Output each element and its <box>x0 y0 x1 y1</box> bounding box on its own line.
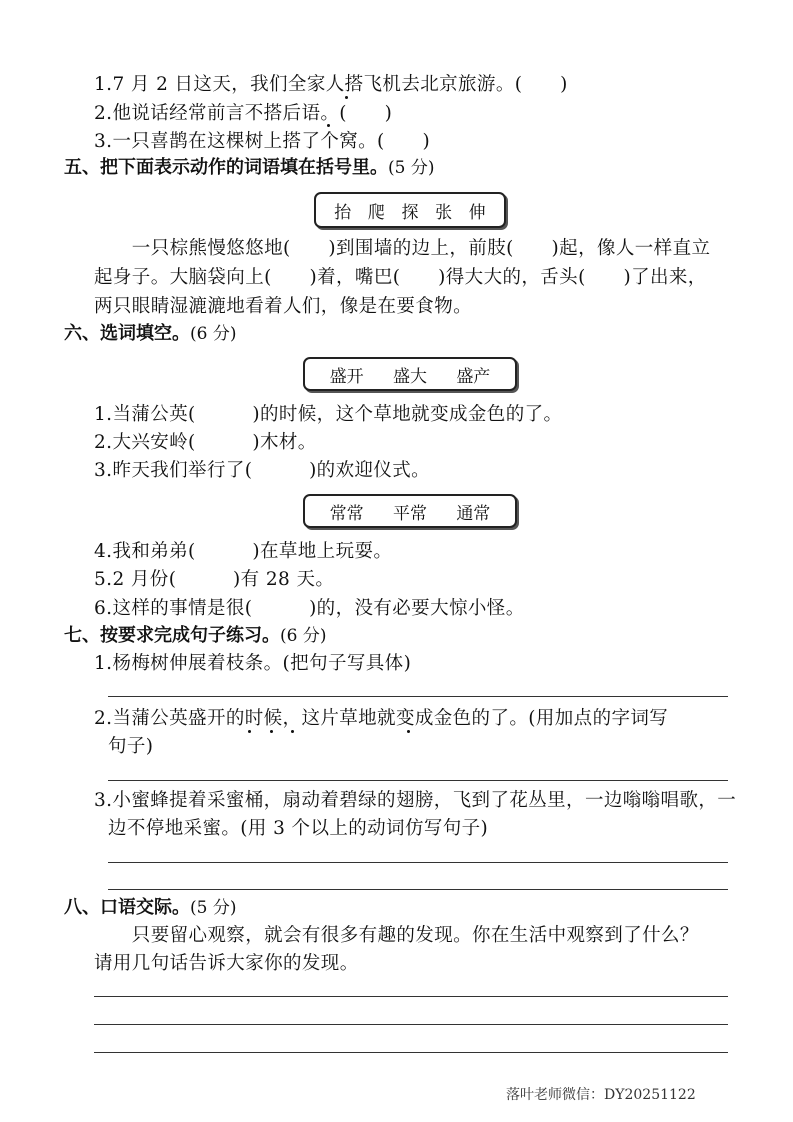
section-score: (5 分) <box>388 158 435 178</box>
prompt-line: 只要留心观察，就会有很多有趣的发现。你在生活中观察到了什么？ <box>94 925 699 946</box>
emphasis-dot <box>291 730 294 733</box>
answer-line[interactable] <box>108 780 728 781</box>
emphasis-dot <box>327 124 330 127</box>
section-score: (5 分) <box>190 898 237 918</box>
answer-line[interactable] <box>108 696 728 697</box>
question-item: 4.我和弟弟( )在草地上玩耍。 <box>94 541 393 562</box>
word-bank-item: 探 <box>401 202 419 223</box>
passage-line: 起身子。大脑袋向上( )着，嘴巴( )得大大的，舌头( )了出来， <box>94 267 707 288</box>
question-item: 2.大兴安岭( )木材。 <box>94 432 317 453</box>
word-bank-item: 常常 <box>329 503 364 524</box>
exercise-question: 句子) <box>108 736 154 757</box>
question-item: 6.这样的事情是很( )的，没有必要大惊小怪。 <box>94 598 525 619</box>
question-item: 1.当蒲公英( )的时候，这个草地就变成金色的了。 <box>94 404 563 425</box>
section-title: 六、选词填空。 <box>64 323 190 344</box>
section-score: (6 分) <box>280 626 327 646</box>
answer-line[interactable] <box>108 862 728 863</box>
footer-watermark: 落叶老师微信：DY20251122 <box>506 1087 696 1103</box>
passage-line: 两只眼睛湿漉漉地看着人们，像是在要食物。 <box>94 296 473 317</box>
word-bank-item: 张 <box>435 202 453 223</box>
exercise-question: 2.当蒲公英盛开的时候，这片草地就变成金色的了。(用加点的字词写 <box>94 708 669 729</box>
section-heading <box>64 321 236 347</box>
word-bank-item: 盛大 <box>392 366 427 387</box>
word-bank-item: 爬 <box>367 202 385 223</box>
word-bank-item: 通常 <box>456 503 491 524</box>
question-item: 3.昨天我们举行了( )的欢迎仪式。 <box>94 460 431 481</box>
emphasis-dot <box>248 730 251 733</box>
answer-line[interactable] <box>94 996 728 997</box>
answer-line[interactable] <box>94 1052 728 1053</box>
word-bank <box>314 192 506 228</box>
emphasis-dot <box>270 730 273 733</box>
section-title: 七、按要求完成句子练习。 <box>64 625 280 646</box>
emphasis-dot <box>345 96 348 99</box>
word-bank-item: 盛产 <box>456 366 491 387</box>
section-title: 五、把下面表示动作的词语填在括号里。 <box>64 157 388 178</box>
word-bank <box>303 494 517 528</box>
answer-line[interactable] <box>108 889 728 890</box>
word-bank-item: 伸 <box>468 202 486 223</box>
word-bank <box>303 357 517 391</box>
section-heading <box>64 155 434 181</box>
exercise-question: 3.小蜜蜂提着采蜜桶，扇动着碧绿的翅膀，飞到了花丛里，一边嗡嗡唱歌，一 <box>94 790 737 811</box>
section-score: (6 分) <box>190 324 237 344</box>
question-item: 5.2 月份( )有 28 天。 <box>94 569 335 590</box>
word-bank-item: 盛开 <box>329 366 364 387</box>
exercise-question: 1.杨梅树伸展着枝条。(把句子写具体) <box>94 653 412 674</box>
emphasis-dot <box>407 730 410 733</box>
exercise-question: 边不停地采蜜。(用 3 个以上的动词仿写句子) <box>108 818 489 839</box>
passage-line: 一只棕熊慢悠悠地( )到围墙的边上，前肢( )起，像人一样直立 <box>94 238 711 259</box>
answer-line[interactable] <box>94 1024 728 1025</box>
section-heading <box>64 623 326 649</box>
section-heading <box>64 895 236 921</box>
question-item: 2.他说话经常前言不搭后语。( ) <box>94 103 393 124</box>
prompt-line: 请用几句话告诉大家你的发现。 <box>94 953 359 974</box>
word-bank-item: 平常 <box>392 503 427 524</box>
question-item: 1.7 月 2 日这天，我们全家人搭飞机去北京旅游。( ) <box>94 74 568 95</box>
question-item: 3.一只喜鹊在这棵树上搭了个窝。( ) <box>94 131 431 152</box>
word-bank-item: 抬 <box>334 202 352 223</box>
section-title: 八、口语交际。 <box>64 897 190 918</box>
